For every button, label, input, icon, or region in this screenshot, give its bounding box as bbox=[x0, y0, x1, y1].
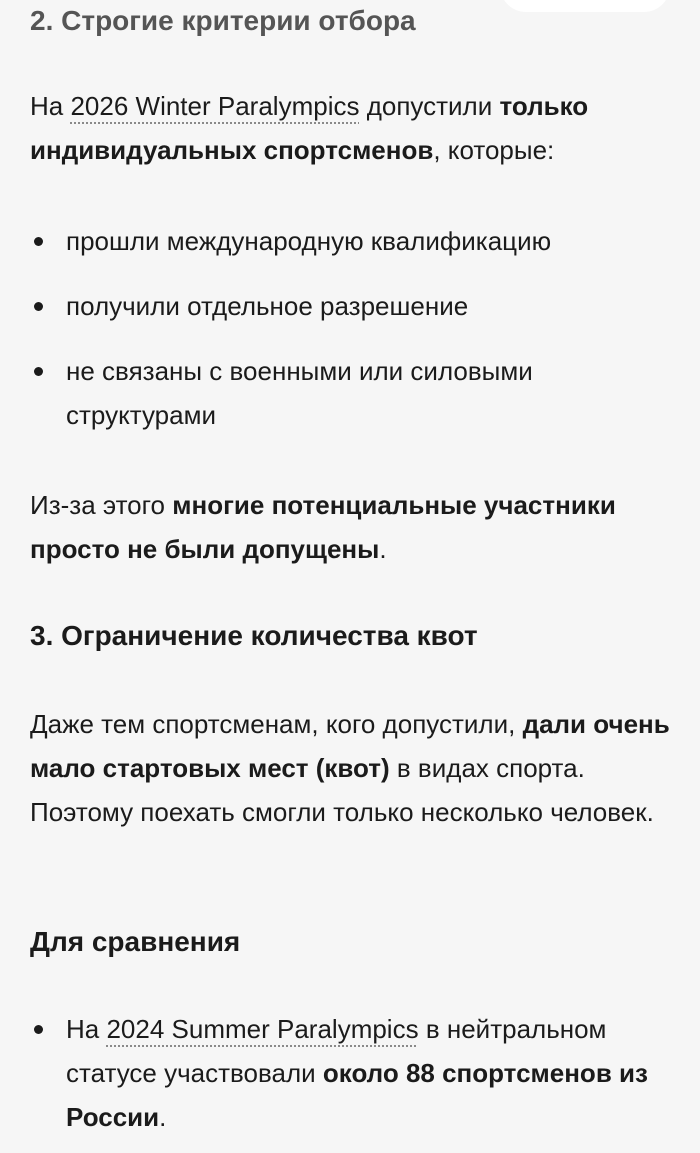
list-item bbox=[30, 284, 675, 328]
item-mid: в нейтральном статусе участвовали bbox=[66, 1014, 607, 1088]
bullet-text: прошли международную квалификацию bbox=[66, 226, 552, 256]
outro-prefix: Из-за этого bbox=[30, 490, 173, 520]
summer-paralympics-link[interactable]: 2024 Summer Paralympics bbox=[106, 1014, 419, 1044]
outro-bold: многие потенциальные участники просто не были допущены bbox=[30, 490, 616, 564]
bullet-icon bbox=[34, 237, 43, 246]
item-bold: около 88 спортсменов из России bbox=[66, 1058, 648, 1132]
section-3-heading: 3. Ограничение количества квот bbox=[30, 620, 478, 651]
section-2-outro bbox=[30, 483, 675, 571]
intro-bold: только индивидуальных спортсменов bbox=[30, 91, 589, 165]
section-3-text bbox=[30, 702, 675, 834]
intro-mid: допустили bbox=[359, 91, 500, 121]
text-suffix: в видах спорта. Поэтому поехать смогли только несколько человек. bbox=[30, 753, 654, 827]
intro-prefix: На bbox=[30, 91, 71, 121]
comparison-heading: Для сравнения bbox=[30, 926, 241, 957]
bullet-icon bbox=[34, 302, 43, 311]
criteria-list bbox=[30, 219, 675, 437]
outro-suffix: . bbox=[379, 534, 387, 564]
list-item bbox=[30, 219, 675, 263]
top-card-edge bbox=[500, 0, 670, 12]
list-item bbox=[30, 349, 675, 437]
section-2-heading: 2. Строгие критерии отбора bbox=[30, 5, 416, 36]
bullet-text: получили отдельное разрешение bbox=[66, 291, 469, 321]
intro-suffix: , которые: bbox=[433, 135, 555, 165]
item-suffix: . bbox=[159, 1102, 167, 1132]
bullet-icon bbox=[34, 1025, 43, 1034]
bullet-text: не связаны с военными или силовыми структурами bbox=[66, 356, 533, 430]
list-item bbox=[30, 1007, 675, 1139]
item-prefix: На bbox=[66, 1014, 107, 1044]
winter-paralympics-link[interactable]: 2026 Winter Paralympics bbox=[70, 91, 360, 121]
comparison-list bbox=[30, 1007, 675, 1139]
text-prefix: Даже тем спортсменам, кого допустили, bbox=[30, 709, 523, 739]
bullet-icon bbox=[34, 367, 43, 376]
text-bold: дали очень мало стартовых мест (квот) bbox=[30, 709, 670, 783]
section-2-intro bbox=[30, 84, 675, 172]
